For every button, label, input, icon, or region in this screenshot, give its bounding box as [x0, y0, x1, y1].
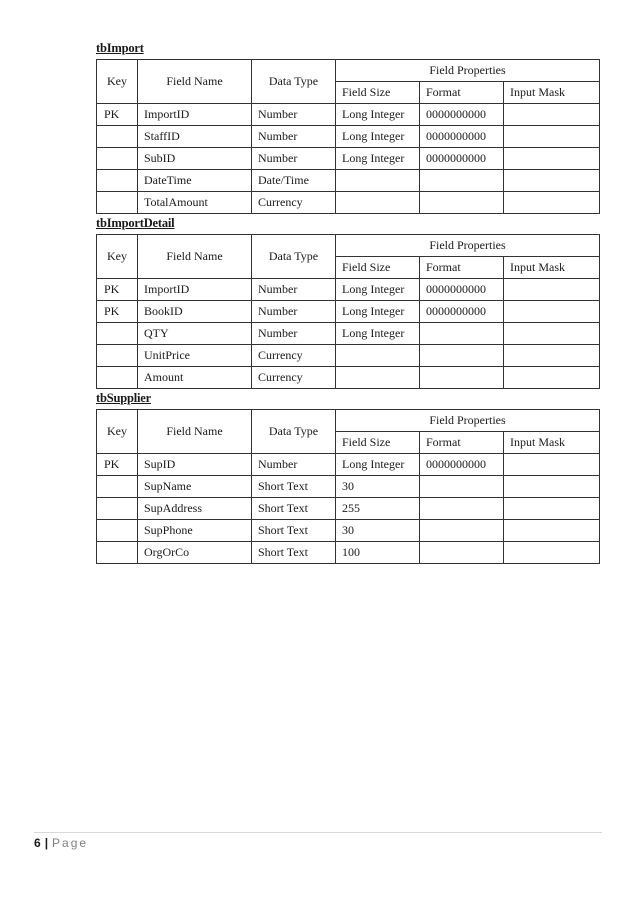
- cell-field-name: SupID: [138, 454, 252, 476]
- cell-input-mask: [504, 170, 600, 192]
- cell-format: [420, 170, 504, 192]
- cell-field-size: [336, 345, 420, 367]
- table-tbsupplier: [96, 409, 600, 564]
- header-field-properties: Field Properties: [336, 60, 600, 82]
- table-row: [97, 279, 600, 301]
- cell-key: [97, 498, 138, 520]
- cell-format: [420, 367, 504, 389]
- cell-format: 0000000000: [420, 279, 504, 301]
- cell-input-mask: [504, 301, 600, 323]
- cell-input-mask: [504, 126, 600, 148]
- header-format: Format: [420, 257, 504, 279]
- cell-data-type: Number: [252, 104, 336, 126]
- cell-field-size: 30: [336, 476, 420, 498]
- table-row: [97, 126, 600, 148]
- cell-field-size: Long Integer: [336, 148, 420, 170]
- table-tbimportdetail: [96, 234, 600, 389]
- header-field-size: Field Size: [336, 257, 420, 279]
- cell-key: [97, 542, 138, 564]
- cell-field-size: [336, 170, 420, 192]
- cell-data-type: Number: [252, 279, 336, 301]
- cell-input-mask: [504, 520, 600, 542]
- table-row: [97, 301, 600, 323]
- table-row: [97, 170, 600, 192]
- table-row: [97, 323, 600, 345]
- cell-field-name: Amount: [138, 367, 252, 389]
- cell-key: [97, 520, 138, 542]
- cell-data-type: Currency: [252, 192, 336, 214]
- cell-data-type: Short Text: [252, 498, 336, 520]
- table-row: [97, 192, 600, 214]
- cell-input-mask: [504, 476, 600, 498]
- cell-format: [420, 345, 504, 367]
- cell-data-type: Date/Time: [252, 170, 336, 192]
- table-row: [97, 367, 600, 389]
- cell-field-size: [336, 367, 420, 389]
- header-format: Format: [420, 82, 504, 104]
- table-row: [97, 345, 600, 367]
- table-row: [97, 104, 600, 126]
- page-number: 6: [34, 836, 41, 850]
- footer-separator: |: [44, 836, 49, 850]
- footer-divider: [34, 832, 602, 833]
- cell-field-name: SubID: [138, 148, 252, 170]
- cell-data-type: Number: [252, 301, 336, 323]
- cell-field-name: SupPhone: [138, 520, 252, 542]
- header-field-name: Field Name: [138, 60, 252, 104]
- cell-field-name: BookID: [138, 301, 252, 323]
- table-row: [97, 148, 600, 170]
- cell-field-name: QTY: [138, 323, 252, 345]
- cell-format: [420, 323, 504, 345]
- header-field-name: Field Name: [138, 235, 252, 279]
- cell-field-size: 30: [336, 520, 420, 542]
- cell-key: [97, 126, 138, 148]
- cell-input-mask: [504, 279, 600, 301]
- cell-key: [97, 367, 138, 389]
- cell-data-type: Number: [252, 126, 336, 148]
- cell-data-type: Number: [252, 454, 336, 476]
- cell-field-name: SupName: [138, 476, 252, 498]
- cell-input-mask: [504, 192, 600, 214]
- cell-key: [97, 345, 138, 367]
- table-body: [97, 454, 600, 564]
- cell-key: PK: [97, 104, 138, 126]
- cell-field-size: [336, 192, 420, 214]
- cell-field-size: Long Integer: [336, 454, 420, 476]
- cell-field-name: DateTime: [138, 170, 252, 192]
- table-title-tbsupplier: tbSupplier: [96, 391, 151, 405]
- cell-key: [97, 476, 138, 498]
- table-row: [97, 476, 600, 498]
- header-field-properties: Field Properties: [336, 410, 600, 432]
- cell-input-mask: [504, 345, 600, 367]
- cell-input-mask: [504, 454, 600, 476]
- cell-field-size: 255: [336, 498, 420, 520]
- cell-format: [420, 498, 504, 520]
- cell-key: [97, 192, 138, 214]
- header-key: Key: [97, 410, 138, 454]
- cell-input-mask: [504, 148, 600, 170]
- table-tbimport: [96, 59, 600, 214]
- cell-key: [97, 170, 138, 192]
- header-data-type: Data Type: [252, 235, 336, 279]
- table-title-tbimportdetail: tbImportDetail: [96, 216, 175, 230]
- cell-field-name: ImportID: [138, 104, 252, 126]
- cell-data-type: Currency: [252, 345, 336, 367]
- cell-input-mask: [504, 498, 600, 520]
- table-body: [97, 279, 600, 389]
- cell-data-type: Number: [252, 323, 336, 345]
- header-field-name: Field Name: [138, 410, 252, 454]
- table-row: [97, 542, 600, 564]
- cell-key: PK: [97, 301, 138, 323]
- cell-field-size: Long Integer: [336, 323, 420, 345]
- cell-field-size: 100: [336, 542, 420, 564]
- cell-data-type: Short Text: [252, 542, 336, 564]
- header-input-mask: Input Mask: [504, 432, 600, 454]
- header-key: Key: [97, 60, 138, 104]
- cell-field-name: ImportID: [138, 279, 252, 301]
- header-input-mask: Input Mask: [504, 82, 600, 104]
- table-body: [97, 104, 600, 214]
- cell-format: [420, 542, 504, 564]
- cell-input-mask: [504, 104, 600, 126]
- header-field-size: Field Size: [336, 432, 420, 454]
- table-row: [97, 520, 600, 542]
- cell-format: [420, 192, 504, 214]
- page-footer: [34, 836, 88, 850]
- cell-key: PK: [97, 279, 138, 301]
- cell-data-type: Short Text: [252, 476, 336, 498]
- cell-key: [97, 148, 138, 170]
- cell-input-mask: [504, 542, 600, 564]
- cell-field-size: Long Integer: [336, 104, 420, 126]
- cell-field-size: Long Integer: [336, 301, 420, 323]
- cell-input-mask: [504, 367, 600, 389]
- header-data-type: Data Type: [252, 410, 336, 454]
- cell-field-name: UnitPrice: [138, 345, 252, 367]
- cell-field-name: StaffID: [138, 126, 252, 148]
- header-field-properties: Field Properties: [336, 235, 600, 257]
- cell-key: PK: [97, 454, 138, 476]
- header-data-type: Data Type: [252, 60, 336, 104]
- page-label: Page: [52, 836, 89, 850]
- cell-field-name: TotalAmount: [138, 192, 252, 214]
- cell-field-size: Long Integer: [336, 126, 420, 148]
- cell-format: 0000000000: [420, 454, 504, 476]
- cell-field-size: Long Integer: [336, 279, 420, 301]
- header-input-mask: Input Mask: [504, 257, 600, 279]
- cell-data-type: Currency: [252, 367, 336, 389]
- cell-format: 0000000000: [420, 148, 504, 170]
- header-field-size: Field Size: [336, 82, 420, 104]
- cell-format: 0000000000: [420, 301, 504, 323]
- cell-data-type: Number: [252, 148, 336, 170]
- cell-format: 0000000000: [420, 126, 504, 148]
- cell-input-mask: [504, 323, 600, 345]
- cell-format: 0000000000: [420, 104, 504, 126]
- cell-data-type: Short Text: [252, 520, 336, 542]
- cell-key: [97, 323, 138, 345]
- table-row: [97, 498, 600, 520]
- cell-format: [420, 476, 504, 498]
- cell-field-name: OrgOrCo: [138, 542, 252, 564]
- table-title-tbimport: tbImport: [96, 41, 144, 55]
- header-key: Key: [97, 235, 138, 279]
- cell-format: [420, 520, 504, 542]
- cell-field-name: SupAddress: [138, 498, 252, 520]
- header-format: Format: [420, 432, 504, 454]
- table-row: [97, 454, 600, 476]
